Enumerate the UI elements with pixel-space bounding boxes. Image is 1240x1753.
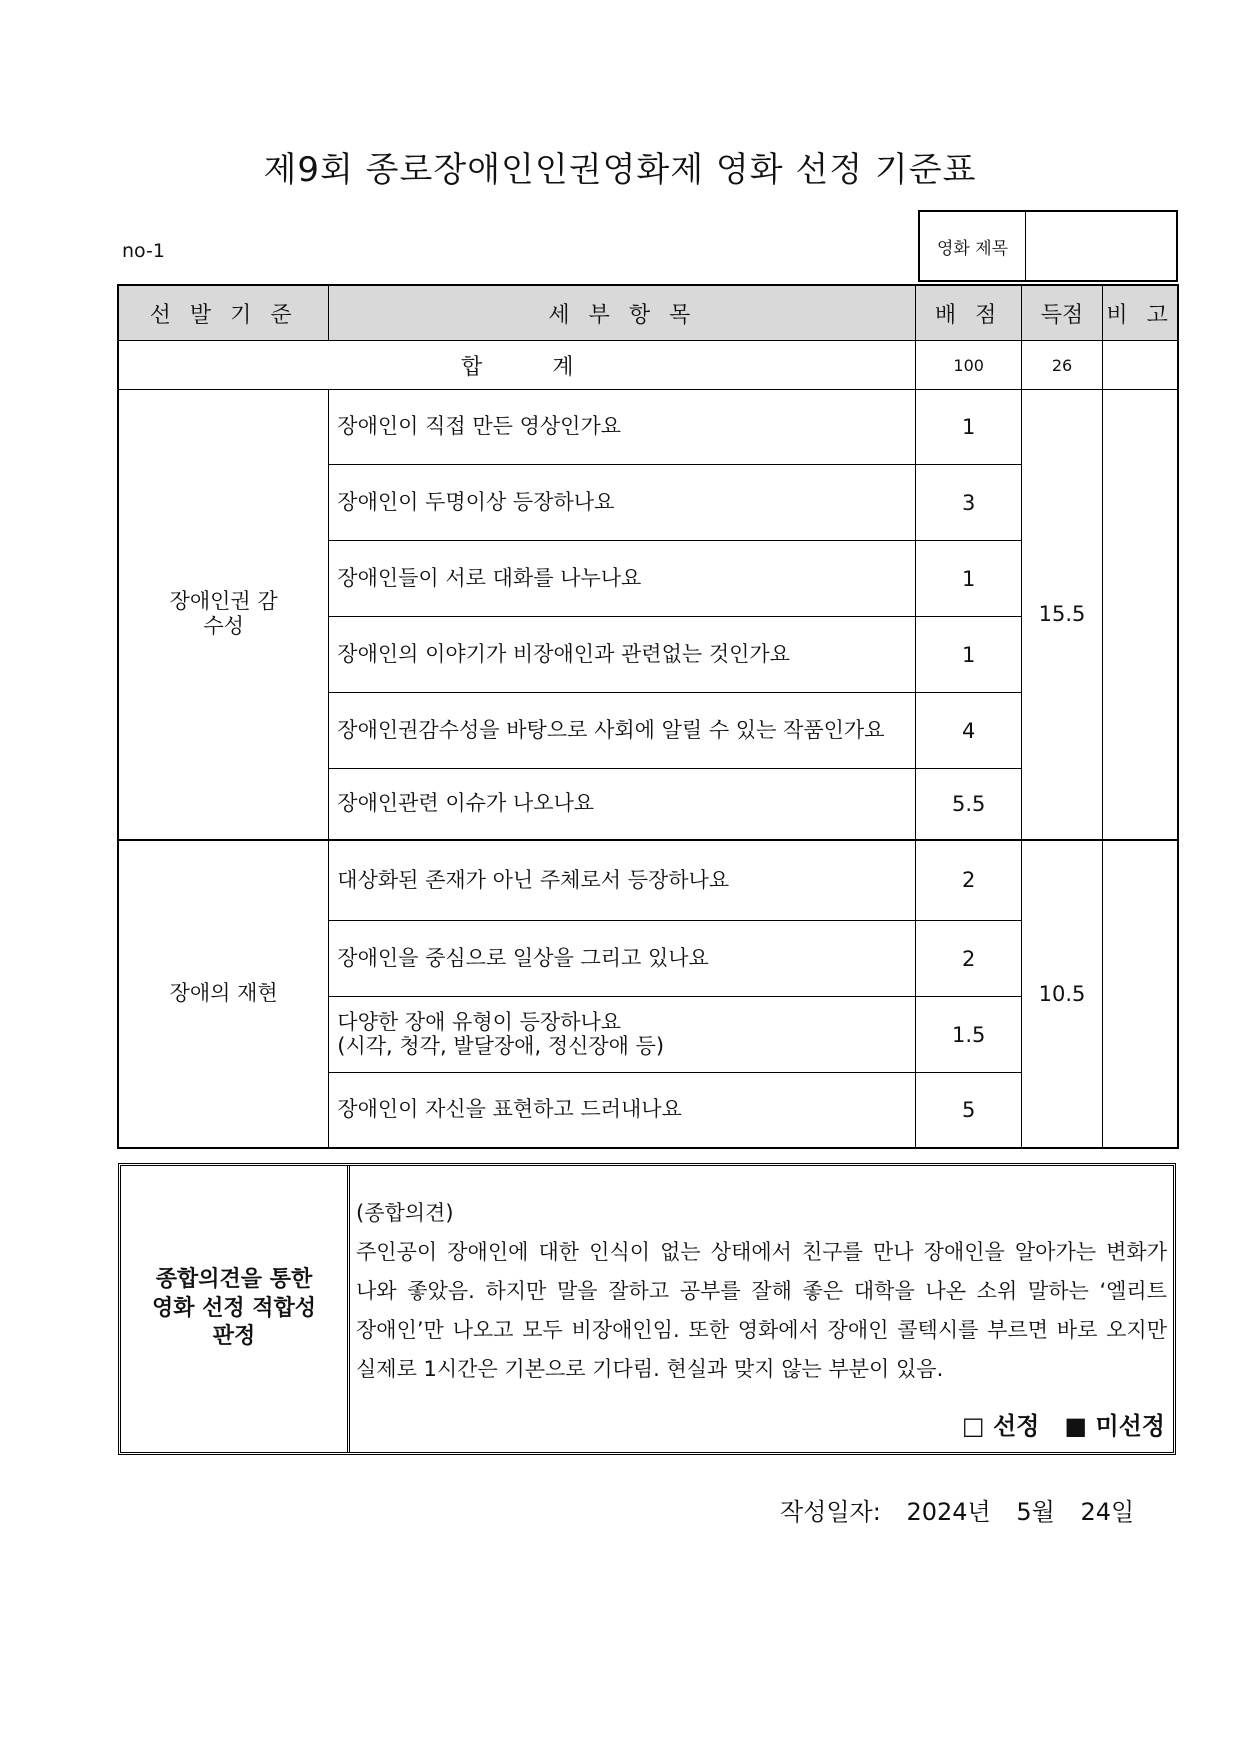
movie-title-value[interactable] bbox=[1026, 212, 1176, 280]
opinion-label bbox=[121, 1166, 350, 1452]
item-max: 5 bbox=[916, 1073, 1021, 1148]
item-max: 1 bbox=[916, 541, 1021, 617]
date-line bbox=[780, 1492, 1152, 1527]
item-text: 장애인이 직접 만든 영상인가요 bbox=[329, 390, 916, 465]
movie-title-box bbox=[918, 210, 1178, 282]
item-text-multiline bbox=[329, 997, 916, 1073]
page-title: 제9회 종로장애인인권영화제 영화 선정 기준표 bbox=[263, 150, 977, 190]
movie-title-label: 영화 제목 bbox=[920, 212, 1026, 280]
item-max: 1 bbox=[916, 390, 1021, 465]
item-max: 2 bbox=[916, 921, 1021, 997]
opinion-body[interactable]: 주인공이 장애인에 대한 인식이 없는 상태에서 친구를 만나 장애인을 알아가는 변화가 나와 좋았음. 하지만 말을 잘하고 공부를 잘해 좋은 대학을 나온 소위 말하는 ‘엘리트 장애인’만 나오고 모두 비장애인임. 또한 영화에서 장애인 콜텍시를 부르면 바로 오지만 실제로 1시간은 기본으로 기다림. 현실과 맞지 않는 부분이 있음. bbox=[356, 1240, 1167, 1381]
opinion-content bbox=[350, 1166, 1173, 1452]
date-year: 2024년 bbox=[906, 1498, 991, 1526]
group-score[interactable]: 15.5 bbox=[1021, 390, 1102, 840]
item-text-detail: (시각, 청각, 발달장애, 정신장애 등) bbox=[337, 1033, 665, 1058]
item-max: 5.5 bbox=[916, 769, 1021, 840]
criteria-table bbox=[117, 284, 1179, 1149]
table-row bbox=[118, 390, 1178, 465]
item-max: 1.5 bbox=[916, 997, 1021, 1073]
header-criteria: 선 발 기 준 bbox=[118, 285, 329, 341]
item-max: 3 bbox=[916, 465, 1021, 541]
category-cell bbox=[118, 390, 329, 840]
header-score: 득점 bbox=[1021, 285, 1102, 341]
item-max: 1 bbox=[916, 617, 1021, 693]
document-number: no-1 bbox=[122, 240, 165, 262]
select-option-checkbox[interactable]: □ 선정 bbox=[961, 1412, 1040, 1440]
date-label: 작성일자: bbox=[780, 1498, 881, 1526]
header-detail: 세 부 항 목 bbox=[329, 285, 916, 341]
item-text: 장애인을 중심으로 일상을 그리고 있나요 bbox=[329, 921, 916, 997]
header-row bbox=[118, 285, 1178, 341]
opinion-label-line: 영화 선정 적합성 bbox=[151, 1295, 317, 1321]
group-note[interactable] bbox=[1103, 390, 1178, 840]
opinion-box bbox=[118, 1163, 1176, 1455]
item-text: 장애인들이 서로 대화를 나누나요 bbox=[329, 541, 916, 617]
group-score[interactable]: 10.5 bbox=[1021, 840, 1102, 1148]
opinion-heading: (종합의견) bbox=[356, 1201, 454, 1225]
item-text: 대상화된 존재가 아닌 주체로서 등장하나요 bbox=[329, 840, 916, 921]
item-max: 4 bbox=[916, 693, 1021, 769]
category-label: 장애인권 감수성 bbox=[169, 589, 278, 639]
item-text: 장애인이 자신을 표현하고 드러내나요 bbox=[329, 1073, 916, 1148]
header-max: 배 점 bbox=[916, 285, 1021, 341]
selection-choices bbox=[962, 1407, 1165, 1446]
total-max: 100 bbox=[916, 341, 1021, 390]
header-note: 비 고 bbox=[1103, 285, 1178, 341]
total-label: 합 계 bbox=[118, 341, 916, 390]
category-label: 장애의 재현 bbox=[118, 840, 329, 1148]
table-row bbox=[118, 840, 1178, 921]
total-note[interactable] bbox=[1103, 341, 1178, 390]
date-day: 24일 bbox=[1080, 1498, 1135, 1526]
item-text: 장애인권감수성을 바탕으로 사회에 알릴 수 있는 작품인가요 bbox=[329, 693, 916, 769]
item-max: 2 bbox=[916, 840, 1021, 921]
opinion-label-line: 판정 bbox=[212, 1324, 256, 1350]
item-text: 다양한 장애 유형이 등장하나요 bbox=[337, 1010, 622, 1035]
not-selected-option-checkbox[interactable]: ■ 미선정 bbox=[1064, 1412, 1165, 1440]
opinion-label-line: 종합의견을 통한 bbox=[155, 1267, 313, 1293]
total-score[interactable]: 26 bbox=[1021, 341, 1102, 390]
group-note[interactable] bbox=[1103, 840, 1178, 1148]
date-month: 5월 bbox=[1016, 1498, 1055, 1526]
item-text: 장애인관련 이슈가 나오나요 bbox=[329, 769, 916, 840]
item-text: 장애인의 이야기가 비장애인과 관련없는 것인가요 bbox=[329, 617, 916, 693]
item-text: 장애인이 두명이상 등장하나요 bbox=[329, 465, 916, 541]
total-row bbox=[118, 341, 1178, 390]
